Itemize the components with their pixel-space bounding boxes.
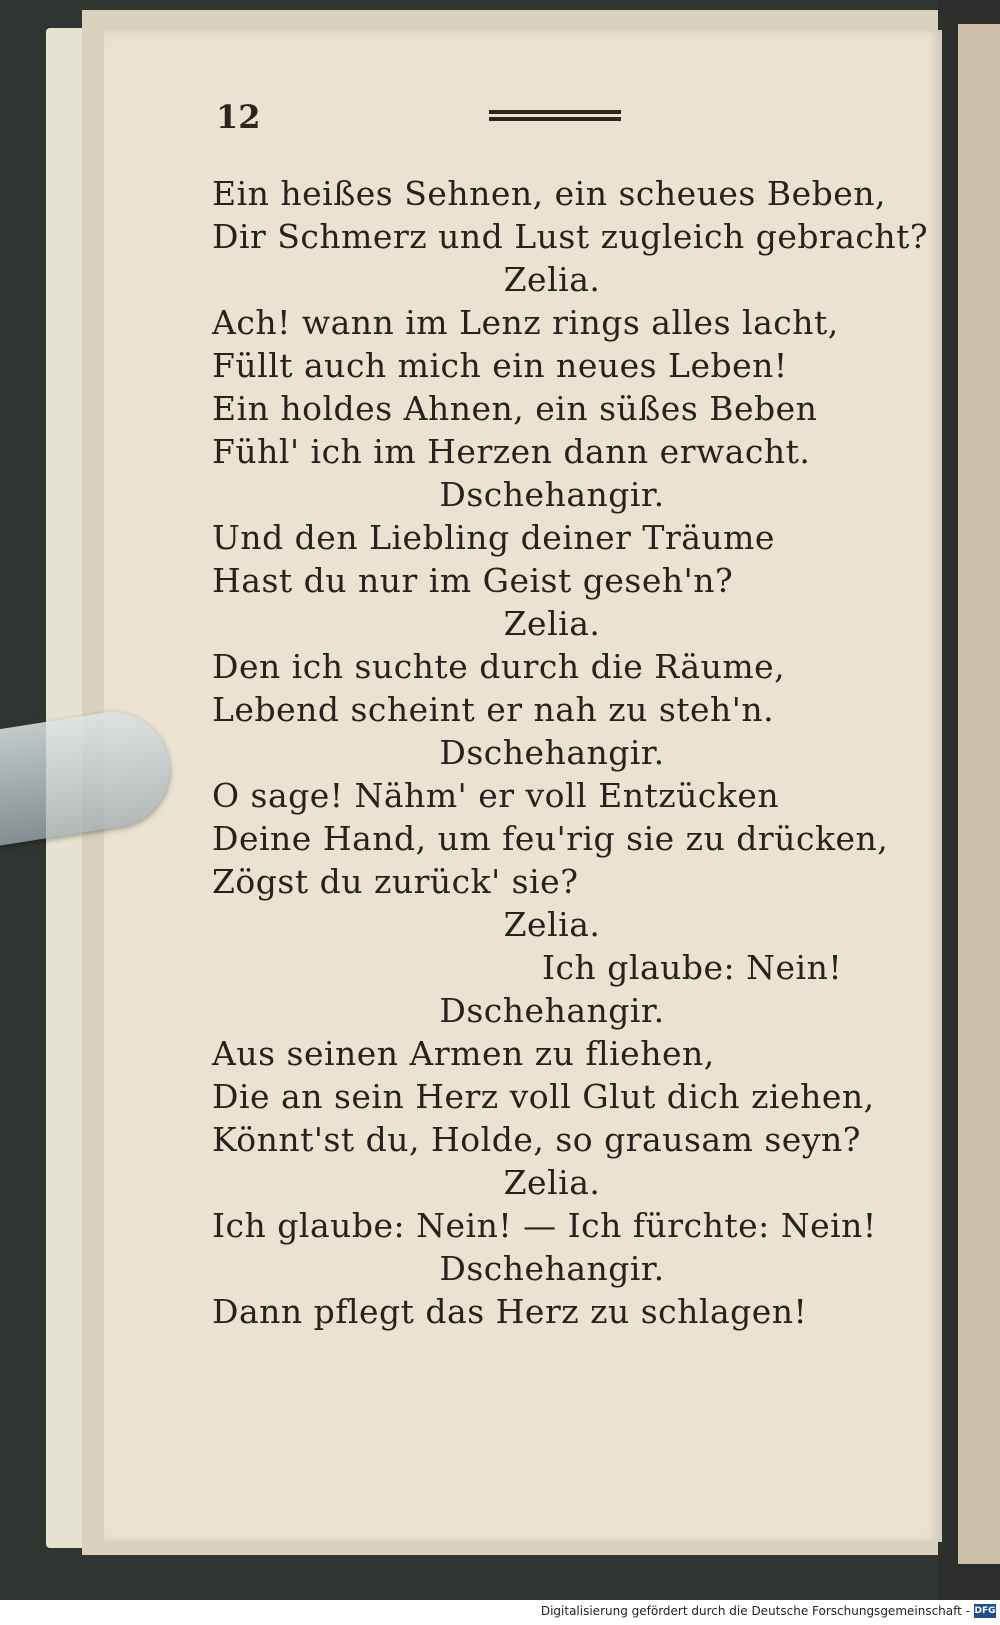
header-rule (489, 110, 621, 125)
verse-line: Könnt'st du, Holde, so grausam seyn? (212, 1120, 861, 1159)
verse-line: O sage! Nähm' er voll Entzücken (212, 776, 780, 815)
speaker-name: Dschehangir. (439, 733, 665, 772)
verse-line: Und den Liebling deiner Träume (212, 518, 775, 557)
verse-line: Ein holdes Ahnen, ein süßes Beben (212, 389, 818, 428)
verse-text-block (212, 172, 929, 1333)
verse-line: Ich glaube: Nein! — Ich fürchte: Nein! (212, 1206, 877, 1245)
book-page (104, 30, 942, 1542)
verse-line: Den ich suchte durch die Räume, (212, 647, 786, 686)
speaker-name: Zelia. (503, 905, 601, 944)
verse-line: Die an sein Herz voll Glut dich ziehen, (212, 1077, 875, 1116)
speaker-name: Zelia. (503, 260, 601, 299)
verse-line: Ach! wann im Lenz rings alles lacht, (212, 303, 839, 342)
verse-line: Lebend scheint er nah zu steh'n. (212, 690, 775, 729)
page-number: 12 (216, 98, 261, 136)
dfg-logo: DFG (974, 1606, 996, 1616)
speaker-name: Dschehangir. (439, 991, 665, 1030)
verse-line: Dann pflegt das Herz zu schlagen! (212, 1292, 808, 1331)
verse-line: Hast du nur im Geist geseh'n? (212, 561, 734, 600)
facing-page-edge (958, 24, 1000, 1564)
speaker-name: Dschehangir. (439, 1249, 665, 1288)
verse-line: Ein heißes Sehnen, ein scheues Beben, (212, 174, 887, 213)
verse-line: Füllt auch mich ein neues Leben! (212, 346, 788, 385)
verse-line: Fühl' ich im Herzen dann erwacht. (212, 432, 811, 471)
speaker-name: Dschehangir. (439, 475, 665, 514)
verse-line: Aus seinen Armen zu fliehen, (212, 1034, 715, 1073)
verse-line: Dir Schmerz und Lust zugleich gebracht? (212, 217, 929, 256)
verse-line: Deine Hand, um feu'rig sie zu drücken, (212, 819, 889, 858)
speaker-name: Zelia. (503, 604, 601, 643)
speaker-name: Zelia. (503, 1163, 601, 1202)
funding-credit: Digitalisierung gefördert durch die Deutsche Forschungsgemeinschaft - (540, 1604, 970, 1618)
verse-line: Ich glaube: Nein! (542, 948, 843, 987)
verse-line: Zögst du zurück' sie? (212, 862, 579, 901)
